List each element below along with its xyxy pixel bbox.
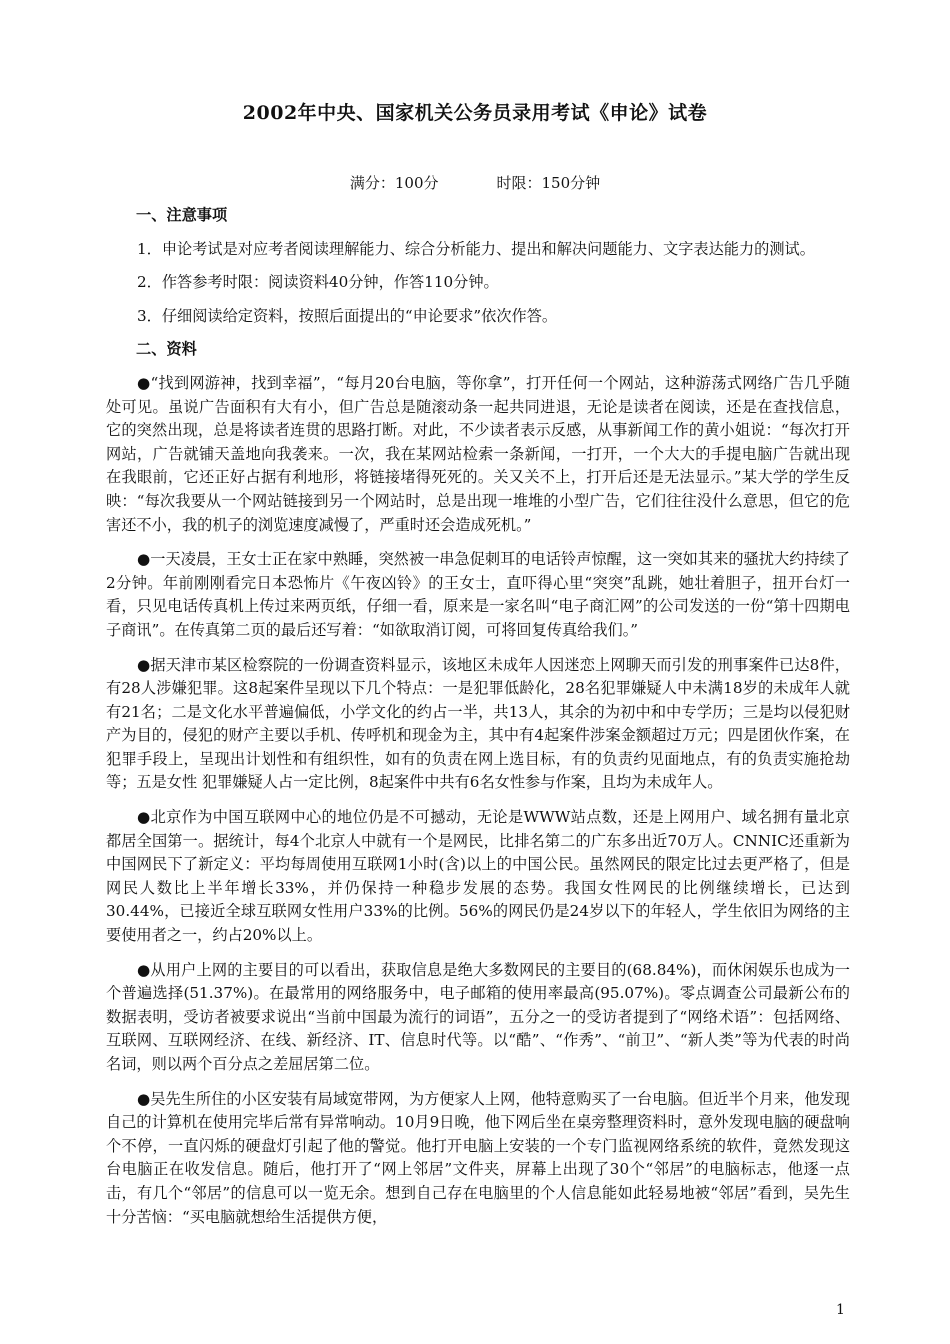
full-score: 满分：100分	[349, 174, 439, 192]
document-body	[106, 204, 850, 1240]
material-paragraph: ●从用户上网的主要目的可以看出，获取信息是绝大多数网民的主要目的(68.84%)，而休闲娱乐也成为一个普遍选择(51.37%)。在最常用的网络服务中，电子邮箱的使用率最高(95.07%)。零点调查公司最新公布的数据表明，受访者被要求说出“当前中国最为流行的词语”，五分之一的受访者提到了“网络术语”：包括网络、互联网、互联网经济、在线、新经济、IT、信息时代等。以“酷”、“作秀”、“前卫”、“新人类”等为代表的时尚名词，则以两个百分点之差屈居第二位。	[106, 960, 850, 1073]
note-item: 2．作答参考时限：阅读资料40分钟，作答110分钟。	[137, 273, 499, 292]
section-heading-materials: 二、资料	[136, 340, 197, 359]
material-paragraph: ●北京作为中国互联网中心的地位仍是不可撼动，无论是WWW站点数，还是上网用户、域名拥有量北京都居全国第一。据统计，每4个北京人中就有一个是网民，比排名第二的广东多出近70万人。CNNIC还重新为中国网民下了新定义：平均每周使用互联网1小时(含)以上的中国公民。虽然网民的限定比过去更严格了，但是网民人数比上半年增长33%，并仍保持一种稳步发展的态势。我国女性网民的比例继续增长，已达到30.44%，已接近全球互联网女性用户33%的比例。56%的网民仍是24岁以下的年轻人，学生依旧为网络的主要使用者之一，约占20%以上。	[106, 808, 850, 945]
exam-meta	[0, 172, 950, 193]
material-paragraph: ●据天津市某区检察院的一份调查资料显示，该地区未成年人因迷恋上网聊天而引发的刑事案件已达8件，有28人涉嫌犯罪。这8起案件呈现以下几个特点：一是犯罪低龄化，28名犯罪嫌疑人中未满18岁的未成年人就有21名；二是文化水平普遍偏低，小学文化的约占一半，共13人，其余的为初中和中专学历；三是均以侵犯财产为目的，侵犯的财产主要以手机、传呼机和现金为主，其中有4起案件涉案金额超过万元；四是团伙作案，在犯罪手段上，呈现出计划性和有组织性，如有的负责在网上选目标，有的负责约见面地点，有的负责实施抢劫等；五是女性 犯罪嫌疑人占一定比例，8起案件中共有6名女性参与作案，且均为未成年人。	[106, 655, 850, 792]
section-heading-notes: 一、注意事项	[136, 206, 228, 224]
material-paragraph: ●吴先生所住的小区安装有局域宽带网，为方便家人上网，他特意购买了一台电脑。但近半个月来，他发现自己的计算机在使用完毕后常有异常响动。10月9日晚，他下网后坐在桌旁整理资料时，意外发现电脑的硬盘响个不停，一直闪烁的硬盘灯引起了他的警觉。他打开电脑上安装的一个专门监视网络系统的软件，竟然发现这台电脑正在收发信息。随后，他打开了“网上邻居”文件夹，屏幕上出现了30个“邻居”的电脑标志，他逐一点击，有几个“邻居”的信息可以一览无余。想到自己存在电脑里的个人信息能如此轻易地被“邻居”看到，吴先生十分苦恼：“买电脑就想给生活提供方便，	[106, 1089, 850, 1226]
material-paragraph: ●一天凌晨，王女士正在家中熟睡，突然被一串急促刺耳的电话铃声惊醒，这一突如其来的骚扰大约持续了2分钟。年前刚刚看完日本恐怖片《午夜凶铃》的王女士，直吓得心里“突突”乱跳，她壮着胆子，扭开台灯一看，只见电话传真机上传过来两页纸，仔细一看，原来是一家名叫“电子商汇网”的公司发送的一份“第十四期电子商讯”。在传真第二页的最后还写着：“如欲取消订阅，可将回复传真给我们。”	[106, 550, 850, 639]
page-number: 1	[836, 1302, 845, 1318]
note-item: 3．仔细阅读给定资料，按照后面提出的“申论要求”依次作答。	[137, 306, 558, 325]
note-item: 1．申论考试是对应考者阅读理解能力、综合分析能力、提出和解决问题能力、文字表达能力的测试。	[137, 239, 815, 258]
time-limit: 时限：150分钟	[496, 174, 601, 192]
material-paragraph: ●“找到网游神，找到幸福”，“每月20台电脑，等你拿”，打开任何一个网站，这种游荡式网络广告几乎随处可见。虽说广告面积有大有小，但广告总是随滚动条一起共同进退，无论是读者在阅读，还是在查找信息，它的突然出现，总是将读者连贯的思路打断。对此，不少读者表示反感，从事新闻工作的黄小姐说：“每次打开网站，广告就铺天盖地向我袭来。一次，我在某网站检索一条新闻，一打开，一个大大的手提电脑广告就出现在我眼前，它还正好占据有利地形，将链接堵得死死的。关又关不上，打开后还是无法显示。”某大学的学生反映：“每次我要从一个网站链接到另一个网站时，总是出现一堆堆的小型广告，它们往往没什么意思，但它的危害还不小，我的机子的浏览速度减慢了，严重时还会造成死机。”	[106, 373, 850, 534]
document-title: 2002年中央、国家机关公务员录用考试《申论》试卷	[242, 102, 708, 124]
